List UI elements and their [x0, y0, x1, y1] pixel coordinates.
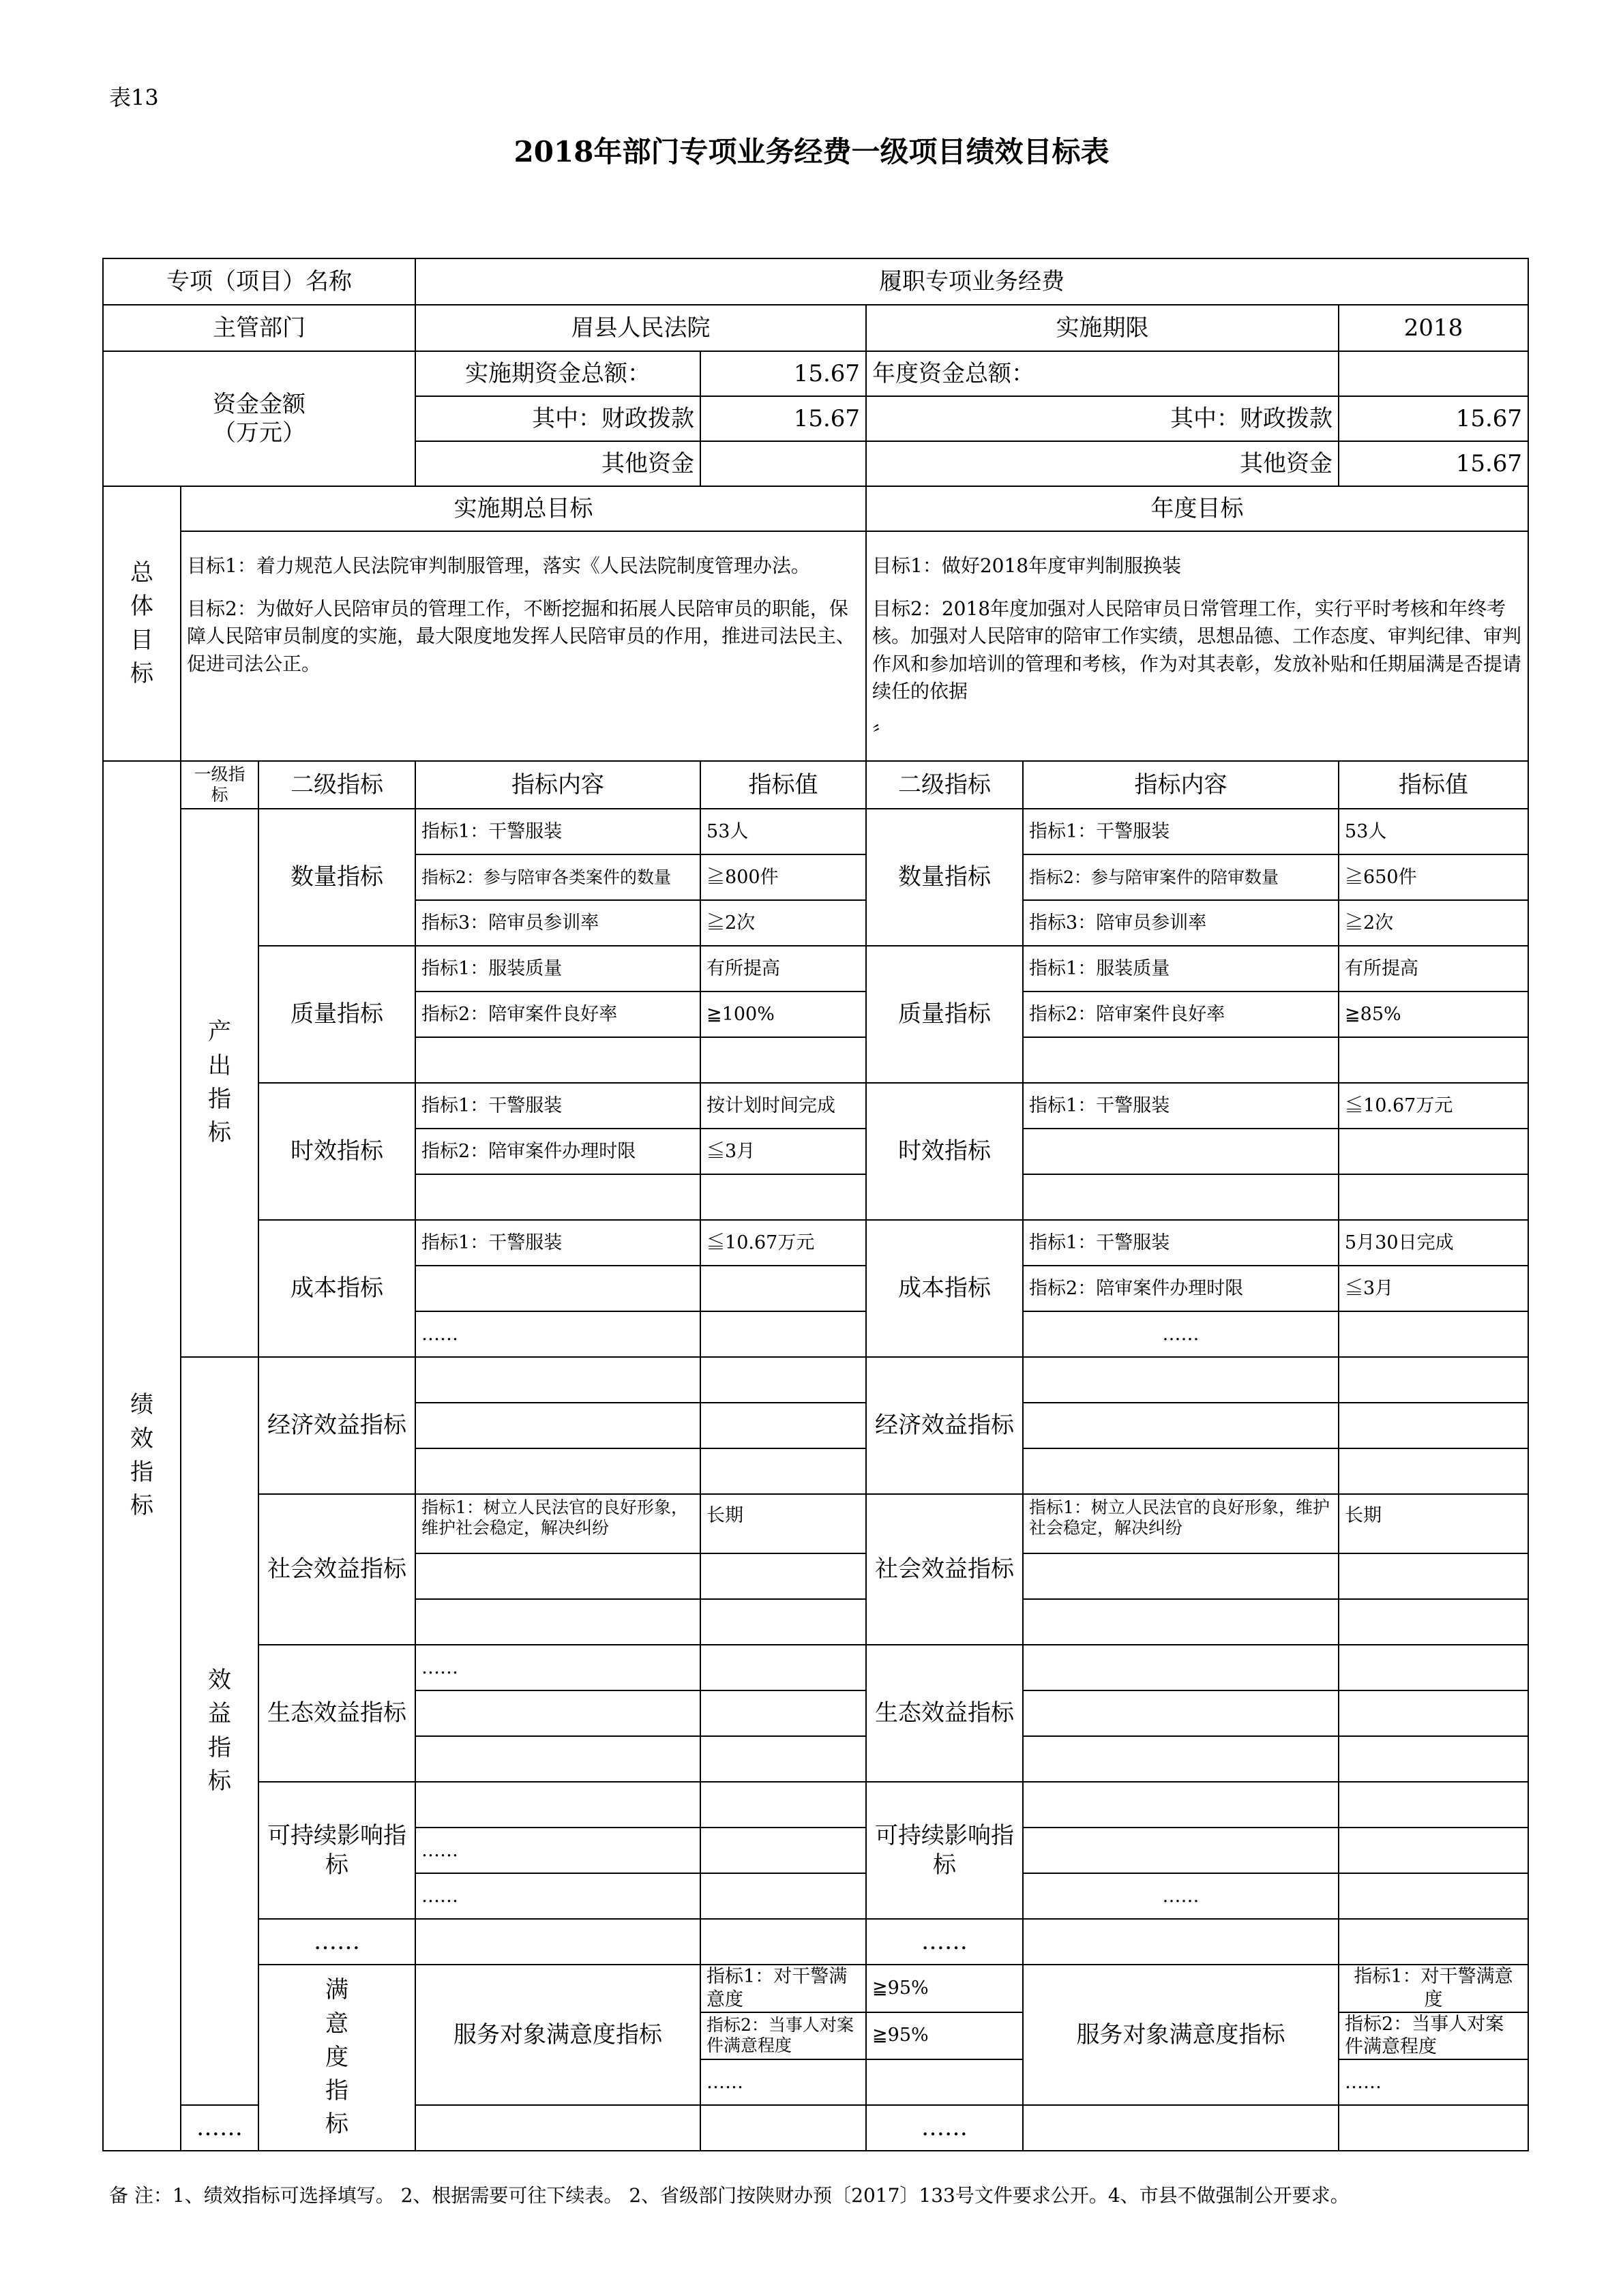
col-level2-right: 二级指标: [866, 761, 1023, 809]
benefit-ellipsis-right-value: [1339, 1919, 1528, 1965]
col-value-right: 指标值: [1339, 761, 1528, 809]
left-eco-1: ……: [415, 1645, 700, 1690]
right-eco-3: [1023, 1736, 1339, 1782]
right-time-3: [1023, 1174, 1339, 1220]
right-social-3-value: [1339, 1599, 1528, 1645]
left-econ-3: [415, 1448, 700, 1494]
timeliness-label-left: 时效指标: [258, 1083, 415, 1220]
left-time-1: 指标1：干警服装: [415, 1083, 700, 1129]
left-social-2: [415, 1553, 700, 1599]
period-goal-1: 目标1：着力规范人民法院审判制服管理，落实《人民法院制度管理办法。: [187, 554, 810, 577]
year-goal-1: 目标1：做好2018年度审判制服换装: [872, 554, 1182, 577]
social-label-right: 社会效益指标: [866, 1494, 1023, 1645]
period-value: 2018: [1339, 305, 1528, 351]
left-sus-3-value: [700, 1873, 866, 1919]
cost-label-right: 成本指标: [866, 1220, 1023, 1357]
timeliness-label-right: 时效指标: [866, 1083, 1023, 1220]
left-service-1-value: ≧95%: [866, 1965, 1023, 2012]
sustainable-label-right: 可持续影响指标: [866, 1782, 1023, 1919]
left-cost-2-value: [700, 1266, 866, 1311]
year-goal-2: 目标2：2018年度加强对人民陪审员日常管理工作，实行平时考核和年终考核。加强对人民陪审的陪审工作实绩，思想品德、工作态度、审判纪律、审判作风和参加培训的管理和考核，作为对其表彰，发放补贴和任期届满是否提请续任的依据: [872, 597, 1522, 703]
year-goal-mark: 〞: [872, 722, 892, 745]
right-cost-2: 指标2：陪审案件办理时限: [1023, 1266, 1339, 1311]
left-time-3-value: [700, 1174, 866, 1220]
right-quality-2: 指标2：陪审案件良好率: [1023, 992, 1339, 1037]
dept-name: 眉县人民法院: [415, 305, 866, 351]
sustainable-label-left: 可持续影响指标: [258, 1782, 415, 1919]
quality-label-left: 质量指标: [258, 946, 415, 1083]
left-cost-3: ……: [415, 1311, 700, 1357]
right-econ-3-value: [1339, 1448, 1528, 1494]
benefit-ellipsis-left: ……: [258, 1919, 415, 1965]
left-time-2-value: ≦3月: [700, 1129, 866, 1174]
year-other-label: 其他资金: [866, 441, 1339, 486]
satisfaction-ellipsis-right: ……: [866, 2105, 1023, 2151]
right-social-1: 指标1：树立人民法官的良好形象，维护社会稳定，解决纠纷: [1023, 1494, 1339, 1553]
left-service-1: 指标1：对干警满意度: [700, 1965, 866, 2012]
year-goal-text: [866, 531, 1528, 761]
left-cost-3-value: [700, 1311, 866, 1357]
year-fiscal-value: 15.67: [1339, 396, 1528, 441]
right-social-2: [1023, 1553, 1339, 1599]
benefit-ellipsis-left-value: [700, 1919, 866, 1965]
ecological-label-left: 生态效益指标: [258, 1645, 415, 1782]
col-content-right: 指标内容: [1023, 761, 1339, 809]
satisfaction-ellipsis-right-value: [1339, 2105, 1528, 2151]
performance-indicator-label: 绩效指标: [103, 761, 181, 2151]
table-number: 表13: [109, 85, 159, 110]
satisfaction-ellipsis-left: ……: [181, 2105, 258, 2151]
right-sus-1-value: [1339, 1782, 1528, 1828]
left-time-3: [415, 1174, 700, 1220]
left-eco-3-value: [700, 1736, 866, 1782]
right-time-1-value: ≦10.67万元: [1339, 1083, 1528, 1129]
left-sus-1: [415, 1782, 700, 1828]
right-service-1: 指标1：对干警满意度: [1339, 1965, 1528, 2012]
dept-label: 主管部门: [103, 305, 415, 351]
left-sus-2: ……: [415, 1828, 700, 1873]
left-eco-3: [415, 1736, 700, 1782]
left-quantity-1-value: 53人: [700, 809, 866, 854]
benefit-indicator-label: 效益指标: [181, 1357, 258, 2105]
benefit-ellipsis-right: ……: [866, 1919, 1023, 1965]
right-econ-3: [1023, 1448, 1339, 1494]
left-econ-2-value: [700, 1403, 866, 1448]
left-time-2: 指标2：陪审案件办理时限: [415, 1129, 700, 1174]
ecological-label-right: 生态效益指标: [866, 1645, 1023, 1782]
left-econ-3-value: [700, 1448, 866, 1494]
left-quantity-2-value: ≧800件: [700, 854, 866, 900]
right-eco-1-value: [1339, 1645, 1528, 1690]
left-cost-1-value: ≦10.67万元: [700, 1220, 866, 1266]
satisfaction-indicator-label: 满意度指标: [258, 1965, 415, 2151]
right-cost-1-value: 5月30日完成: [1339, 1220, 1528, 1266]
output-indicator-label: 产出指标: [181, 809, 258, 1357]
right-cost-2-value: ≦3月: [1339, 1266, 1528, 1311]
left-quality-2-value: ≧100%: [700, 992, 866, 1037]
year-fiscal-label: 其中：财政拨款: [866, 396, 1339, 441]
satisfaction-ellipsis-left-content: [415, 2105, 700, 2151]
economic-label-right: 经济效益指标: [866, 1357, 1023, 1494]
period-goal-text: [181, 531, 866, 761]
right-quantity-3-value: ≧2次: [1339, 900, 1528, 946]
right-eco-1: [1023, 1645, 1339, 1690]
left-eco-1-value: [700, 1645, 866, 1690]
right-eco-2-value: [1339, 1690, 1528, 1736]
left-quality-3: [415, 1037, 700, 1083]
left-sus-1-value: [700, 1782, 866, 1828]
year-other-value: 15.67: [1339, 441, 1528, 486]
right-sus-3: ……: [1023, 1873, 1339, 1919]
satisfaction-ellipsis-left-value: [700, 2105, 866, 2151]
right-cost-3: ……: [1023, 1311, 1339, 1357]
period-label: 实施期限: [866, 305, 1339, 351]
right-cost-1: 指标1：干警服装: [1023, 1220, 1339, 1266]
year-total-value: [1339, 351, 1528, 396]
right-service-3: ……: [1339, 2059, 1528, 2105]
left-sus-2-value: [700, 1828, 866, 1873]
period-goal-2: 目标2：为做好人民陪审员的管理工作，不断挖掘和拓展人民陪审员的职能，保障人民陪审员制度的实施，最大限度地发挥人民陪审员的作用，推进司法民主、促进司法公正。: [187, 597, 856, 675]
left-quality-1-value: 有所提高: [700, 946, 866, 992]
right-time-2-value: [1339, 1129, 1528, 1174]
right-sus-2: [1023, 1828, 1339, 1873]
left-quantity-2: 指标2：参与陪审各类案件的数量: [415, 854, 700, 900]
left-quantity-3-value: ≧2次: [700, 900, 866, 946]
total-label: 实施期资金总额：: [415, 351, 700, 396]
right-eco-2: [1023, 1690, 1339, 1736]
left-quantity-1: 指标1：干警服装: [415, 809, 700, 854]
right-time-1: 指标1：干警服装: [1023, 1083, 1339, 1129]
right-sus-3-value: [1339, 1873, 1528, 1919]
social-label-left: 社会效益指标: [258, 1494, 415, 1645]
left-social-2-value: [700, 1553, 866, 1599]
quantity-label-left: 数量指标: [258, 809, 415, 946]
col-value-left: 指标值: [700, 761, 866, 809]
project-name-label: 专项（项目）名称: [103, 258, 415, 305]
left-quality-3-value: [700, 1037, 866, 1083]
benefit-ellipsis-right-content: [1023, 1919, 1339, 1965]
left-service-3-value: [866, 2059, 1023, 2105]
right-quantity-2: 指标2：参与陪审案件的陪审数量: [1023, 854, 1339, 900]
fund-label-line1: 资金金额: [213, 390, 306, 418]
left-social-3: [415, 1599, 700, 1645]
right-service-2: 指标2：当事人对案件满意程度: [1339, 2012, 1528, 2060]
benefit-ellipsis-left-content: [415, 1919, 700, 1965]
project-name: 履职专项业务经费: [415, 258, 1528, 305]
left-econ-1: [415, 1357, 700, 1403]
year-goal-header: 年度目标: [866, 486, 1528, 531]
performance-target-table: [102, 258, 1529, 2151]
left-econ-1-value: [700, 1357, 866, 1403]
col-level1: 一级指标: [181, 761, 258, 809]
left-cost-1: 指标1：干警服装: [415, 1220, 700, 1266]
period-goal-header: 实施期总目标: [181, 486, 866, 531]
right-quantity-3: 指标3：陪审员参训率: [1023, 900, 1339, 946]
right-econ-1: [1023, 1357, 1339, 1403]
satisfaction-ellipsis-right-content: [1023, 2105, 1339, 2151]
document-title: 2018年部门专项业务经费一级项目绩效目标表: [513, 135, 1110, 168]
year-total-label: 年度资金总额：: [866, 351, 1339, 396]
quality-label-right: 质量指标: [866, 946, 1023, 1083]
right-quantity-2-value: ≧650件: [1339, 854, 1528, 900]
right-quality-1: 指标1：服装质量: [1023, 946, 1339, 992]
right-quality-2-value: ≧85%: [1339, 992, 1528, 1037]
cost-label-left: 成本指标: [258, 1220, 415, 1357]
total-value: 15.67: [700, 351, 866, 396]
right-time-3-value: [1339, 1174, 1528, 1220]
right-quality-3: [1023, 1037, 1339, 1083]
left-social-1-value: 长期: [700, 1494, 866, 1553]
fiscal-value: 15.67: [700, 396, 866, 441]
economic-label-left: 经济效益指标: [258, 1357, 415, 1494]
right-eco-3-value: [1339, 1736, 1528, 1782]
right-quantity-1: 指标1：干警服装: [1023, 809, 1339, 854]
service-label-right: 服务对象满意度指标: [1023, 1965, 1339, 2105]
right-cost-3-value: [1339, 1311, 1528, 1357]
quantity-label-right: 数量指标: [866, 809, 1023, 946]
right-econ-2: [1023, 1403, 1339, 1448]
left-quality-2: 指标2：陪审案件良好率: [415, 992, 700, 1037]
service-label-left: 服务对象满意度指标: [415, 1965, 700, 2105]
overall-goal-label: 总体目标: [103, 486, 181, 761]
left-service-3: ……: [700, 2059, 866, 2105]
fund-label: [103, 351, 415, 486]
left-eco-2: [415, 1690, 700, 1736]
right-sus-2-value: [1339, 1828, 1528, 1873]
left-sus-3: ……: [415, 1873, 700, 1919]
right-quantity-1-value: 53人: [1339, 809, 1528, 854]
right-quality-3-value: [1339, 1037, 1528, 1083]
footnote: 备 注：1、绩效指标可选择填写。 2、根据需要可往下续表。 2、省级部门按陕财办预〔2017〕133号文件要求公开。4、市县不做强制公开要求。: [109, 2184, 1350, 2207]
fund-label-line2: （万元）: [213, 419, 306, 447]
right-social-3: [1023, 1599, 1339, 1645]
col-level2-left: 二级指标: [258, 761, 415, 809]
left-social-3-value: [700, 1599, 866, 1645]
left-social-1: 指标1：树立人民法官的良好形象，维护社会稳定，解决纠纷: [415, 1494, 700, 1553]
right-econ-2-value: [1339, 1403, 1528, 1448]
left-quantity-3: 指标3：陪审员参训率: [415, 900, 700, 946]
col-content-left: 指标内容: [415, 761, 700, 809]
left-time-1-value: 按计划时间完成: [700, 1083, 866, 1129]
right-econ-1-value: [1339, 1357, 1528, 1403]
right-social-2-value: [1339, 1553, 1528, 1599]
left-cost-2: [415, 1266, 700, 1311]
right-time-2: [1023, 1129, 1339, 1174]
right-social-1-value: 长期: [1339, 1494, 1528, 1553]
right-sus-1: [1023, 1782, 1339, 1828]
right-quality-1-value: 有所提高: [1339, 946, 1528, 992]
left-eco-2-value: [700, 1690, 866, 1736]
other-label: 其他资金: [415, 441, 700, 486]
other-value: [700, 441, 866, 486]
left-quality-1: 指标1：服装质量: [415, 946, 700, 992]
left-service-2-value: ≧95%: [866, 2012, 1023, 2060]
left-service-2: 指标2：当事人对案件满意程度: [700, 2012, 866, 2060]
left-econ-2: [415, 1403, 700, 1448]
fiscal-label: 其中：财政拨款: [415, 396, 700, 441]
